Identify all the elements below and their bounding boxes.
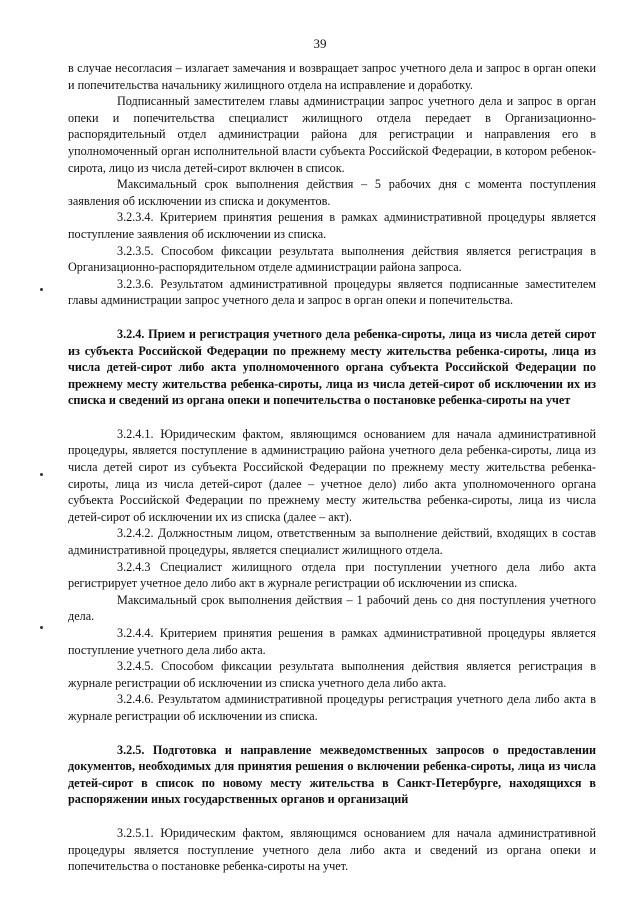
paragraph: 3.2.3.6. Результатом административной процедуры является подписанные заместителем главы администрации запрос учетного дела и запрос в орган опеки и попечительства. <box>68 276 596 308</box>
paragraph: 3.2.4.6. Результатом административной процедуры регистрация учетного дела либо акта в журнале регистрации об исключении из списка. <box>68 692 596 723</box>
section-heading: 3.2.4. Прием и регистрация учетного дела ребенка-сироты, лица из числа детей сирот из субъекта Российской Федерации по прежнему месту жительства ребенка-сироты, лица из числа детей-сирот либо акта уполномоченного органа субъекта Российской Федерации по прежнему месту жительства ребенка-сироты, лица из числа детей-сирот об исключении их из списка и сведений из органа опеки и попечительства о постановке ребенка-сироты на учет <box>68 326 596 408</box>
paragraph: 3.2.4.1. Юридическим фактом, являющимся основанием для начала административной процедуры, является поступление в администрацию района учетного дела ребенка-сироты, лица из числа детей сирот из субъекта Российской Федерации по прежнему месту жительства ребенка-сироты, лица из числа детей-сирот (далее – учетное дело) либо акта уполномоченного органа субъекта Российской Федерации по прежнему месту жительства ребенка-сироты, лица из числа детей-сирот об исключении их из списка (далее – акт). <box>68 426 596 524</box>
page-number: 39 <box>313 36 327 51</box>
paragraph: 3.2.4.3 Специалист жилищного отдела при поступлении учетного дела либо акта регистрирует учетное дело либо акт в журнале регистрации об исключении из списка. <box>68 559 596 591</box>
paragraph: 3.2.4.2. Должностным лицом, ответственным за выполнение действий, входящих в состав административной процедуры, является специалист жилищного отдела. <box>68 526 596 558</box>
paragraph: 3.2.3.4. Критерием принятия решения в рамках административной процедуры является поступление заявления об исключении из списка. <box>68 210 596 241</box>
paragraph: Подписанный заместителем главы администрации запрос учетного дела и запрос в орган опеки и попечительства специалист жилищного отдела передает в Организационно-распорядительный отдел администрации района для регистрации и направления его в уполномоченный орган исполнительной власти субъекта Российской Федерации, в котором ребенок-сирота, лицо из числа детей-сирот включен в список. <box>68 94 596 175</box>
paragraph: 3.2.3.5. Способом фиксации результата выполнения действия является регистрация в Организационно-распорядительном отделе администрации района запроса. <box>68 243 596 275</box>
margin-mark <box>40 626 43 629</box>
section-heading: 3.2.5. Подготовка и направление межведомственных запросов о предоставлении документов, необходимых для принятия решения о включении ребенка-сироты, лица из числа детей-сирот в список по новому месту жительства в Санкт-Петербурге, находящихся в распоряжении иных государственных органов и организаций <box>68 742 596 807</box>
paragraph: 3.2.4.4. Критерием принятия решения в рамках административной процедуры является поступление учетного дела либо акта. <box>68 626 596 657</box>
paragraph: Максимальный срок выполнения действия – 5 рабочих дня с момента поступления заявления об исключении из списка и документов. <box>68 177 596 208</box>
margin-mark <box>40 288 43 291</box>
paragraph: в случае несогласия – излагает замечания и возвращает запрос учетного дела и запрос в орган опеки и попечительства начальнику жилищного отдела на исправление и доработку. <box>68 61 596 92</box>
paragraph: 3.2.5.1. Юридическим фактом, являющимся основанием для начала административной процедуры является поступление учетного дела либо акта и сведений из органа опеки и попечительства о постановке ребенка-сироты на учет. <box>68 825 596 874</box>
margin-mark <box>40 473 43 476</box>
paragraph: 3.2.4.5. Способом фиксации результата выполнения действия является регистрация в журнале регистрации об исключении из списка учетного дела либо акта. <box>68 659 596 690</box>
paragraph: Максимальный срок выполнения действия – 1 рабочий день со дня поступления учетного дела. <box>68 592 596 624</box>
document-body <box>68 60 596 875</box>
